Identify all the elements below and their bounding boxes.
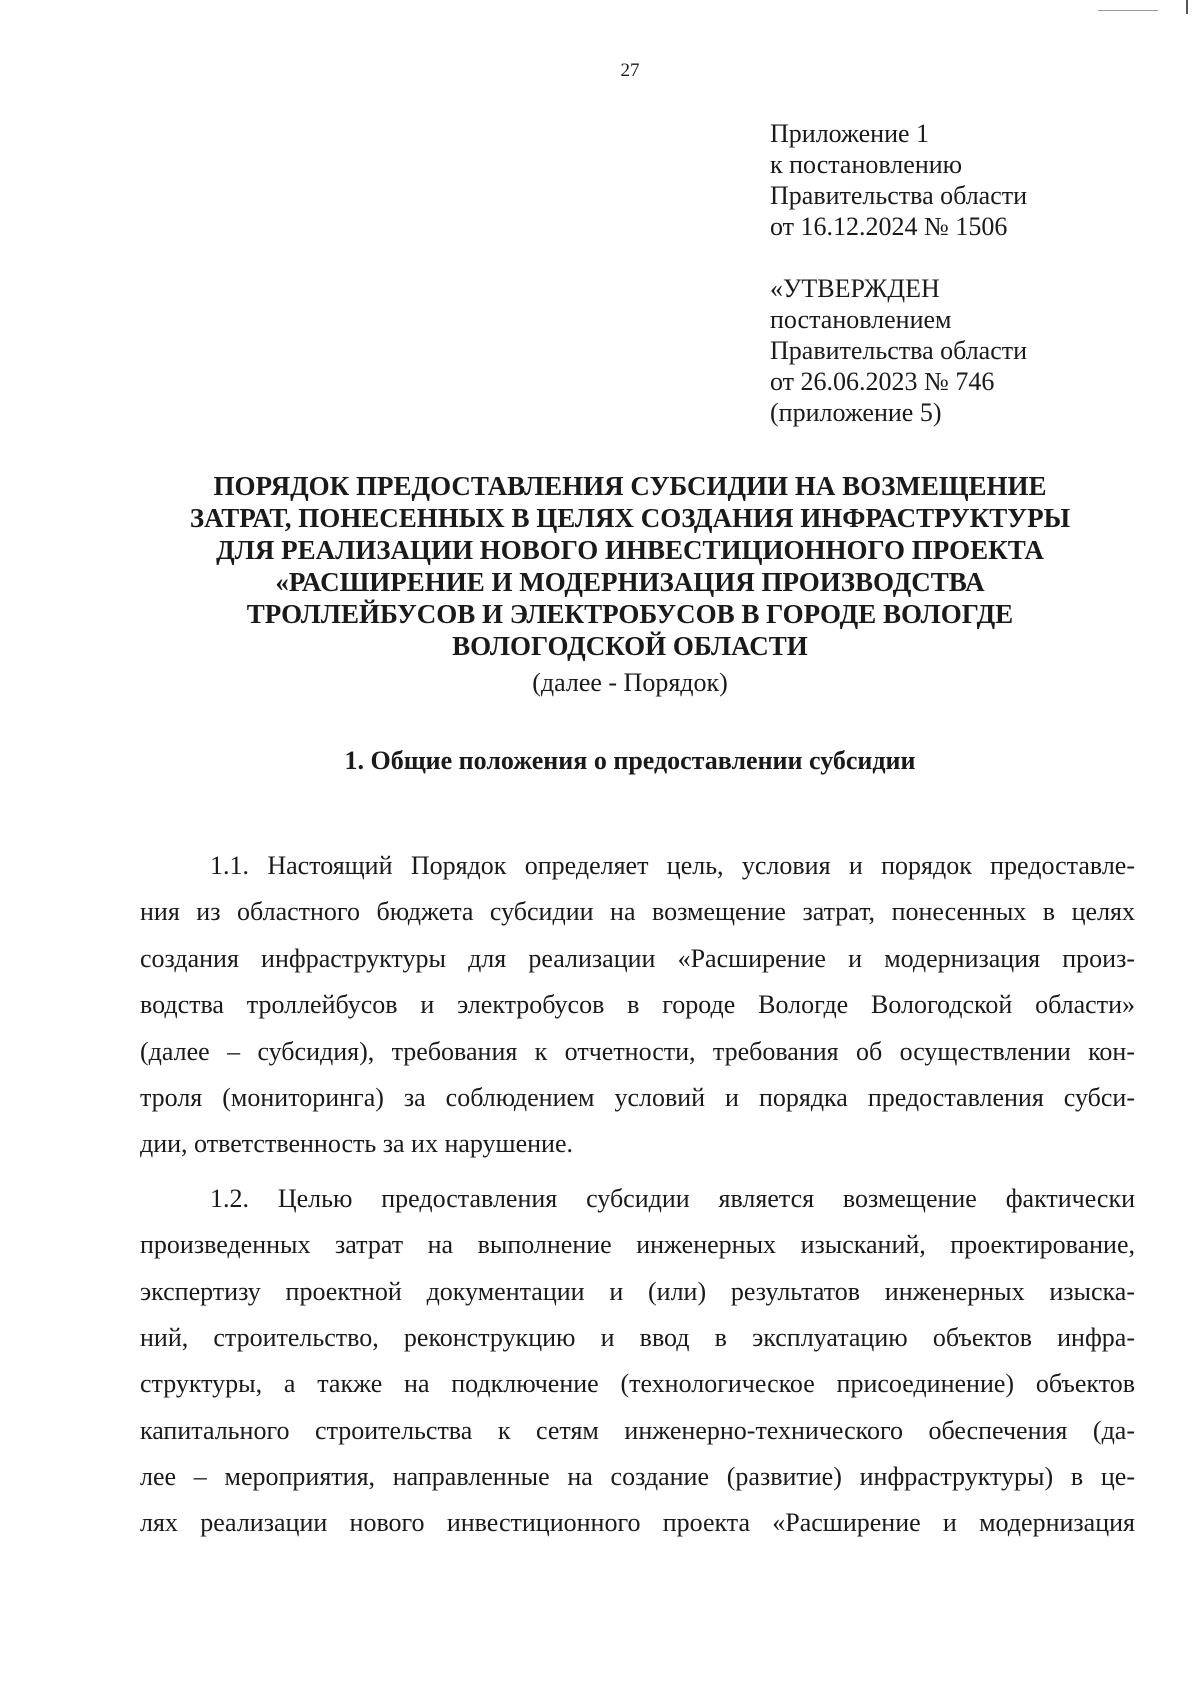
text-line: 1.1. Настоящий Порядок определяет цель, условия и порядок предоставле- — [210, 851, 1135, 880]
text-line: произведенных затрат на выполнение инженерных изысканий, проектирование, — [140, 1230, 1135, 1260]
approval-line: Приложение 1 — [770, 119, 930, 148]
title-line: ТРОЛЛЕЙБУСОВ И ЭЛЕКТРОБУСОВ В ГОРОДЕ ВОЛОГДЕ — [246, 599, 1014, 629]
approval-line: от 16.12.2024 № 1506 — [770, 212, 1008, 241]
approval-line: к постановлению — [770, 150, 963, 179]
text-line: водства троллейбусов и электробусов в городе Вологде Вологодской области» — [140, 990, 1135, 1020]
approved-line: (приложение 5) — [770, 398, 942, 427]
text-line: экспертизу проектной документации и (или) результатов инженерных изыска- — [140, 1276, 1135, 1306]
approved-line: «УТВЕРЖДЕН — [770, 274, 940, 303]
approved-line: постановлением — [770, 305, 952, 334]
document-subtitle: (далее - Порядок) — [532, 668, 728, 697]
approval-block — [770, 118, 1027, 428]
paragraph-1-2 — [140, 1176, 1135, 1547]
title-line: ПОРЯДОК ПРЕДОСТАВЛЕНИЯ СУБСИДИИ НА ВОЗМЕЩЕНИЕ — [213, 471, 1047, 501]
scan-artifact — [1098, 10, 1158, 11]
scan-artifact — [1186, 0, 1188, 14]
body-text — [140, 843, 1135, 1547]
approved-line: от 26.06.2023 № 746 — [770, 367, 995, 396]
section-heading: 1. Общие положения о предоставлении субсидии — [344, 746, 916, 775]
document-title — [130, 470, 1130, 662]
text-line: капитального строительства к сетям инженерно-технического обеспечения (да- — [140, 1415, 1135, 1445]
text-line: ний, строительство, реконструкцию и ввод в эксплуатацию объектов инфра- — [140, 1322, 1135, 1352]
page-number: 27 — [620, 60, 640, 81]
text-line: (далее – субсидия), требования к отчетности, требования об осуществлении кон- — [140, 1036, 1135, 1066]
text-line: дии, ответственность за их нарушение. — [140, 1129, 573, 1159]
text-line: лях реализации нового инвестиционного проекта «Расширение и модернизация — [140, 1508, 1135, 1538]
title-line: ЗАТРАТ, ПОНЕСЕННЫХ В ЦЕЛЯХ СОЗДАНИЯ ИНФРАСТРУКТУРЫ — [189, 503, 1071, 533]
paragraph-1-1 — [140, 843, 1135, 1168]
title-line: ВОЛОГОДСКОЙ ОБЛАСТИ — [452, 631, 808, 661]
text-line: ния из областного бюджета субсидии на возмещение затрат, понесенных в целях — [140, 897, 1135, 927]
text-line: структуры, а также на подключение (технологическое присоединение) объектов — [140, 1369, 1135, 1399]
text-line: создания инфраструктуры для реализации «Расширение и модернизация произ- — [140, 943, 1135, 973]
text-line: 1.2. Целью предоставления субсидии является возмещение фактически — [210, 1183, 1135, 1213]
approved-line: Правительства области — [770, 336, 1028, 365]
title-line: «РАСШИРЕНИЕ И МОДЕРНИЗАЦИЯ ПРОИЗВОДСТВА — [275, 567, 985, 597]
text-line: лее – мероприятия, направленные на создание (развитие) инфраструктуры) в це- — [140, 1462, 1135, 1492]
text-line: троля (мониторинга) за соблюдением условий и порядка предоставления субси- — [140, 1082, 1135, 1112]
approval-line: Правительства области — [770, 181, 1028, 210]
title-line: ДЛЯ РЕАЛИЗАЦИИ НОВОГО ИНВЕСТИЦИОННОГО ПРОЕКТА — [216, 535, 1044, 565]
